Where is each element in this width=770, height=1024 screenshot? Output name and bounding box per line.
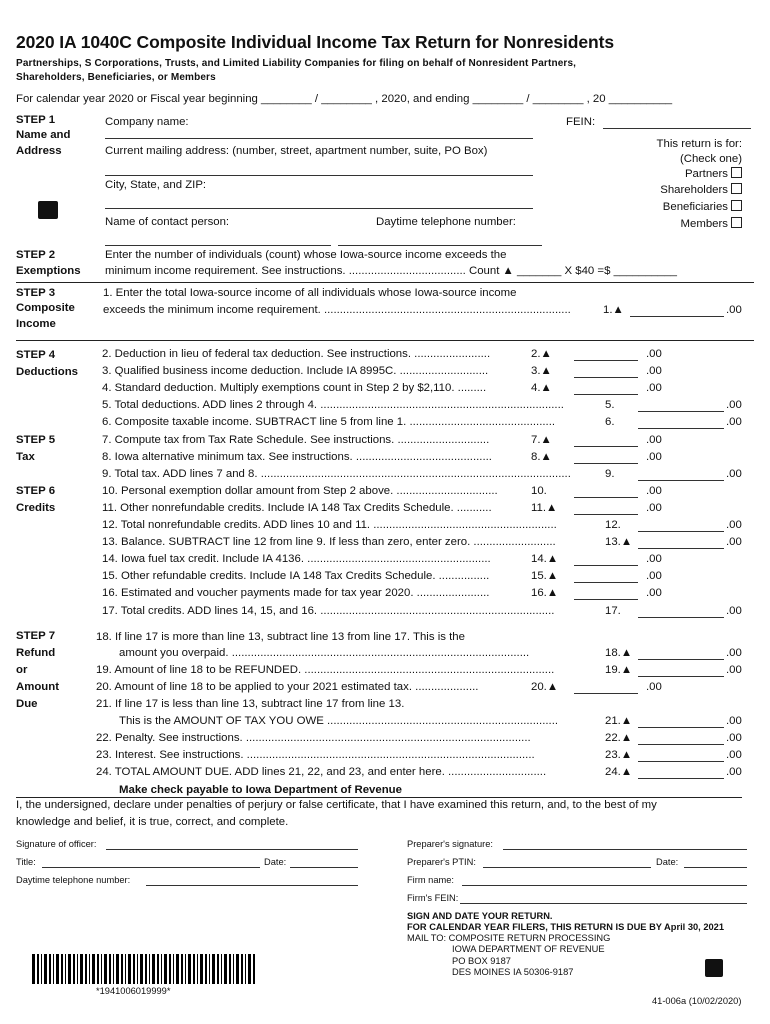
barcode-bar [233, 954, 234, 984]
cents: .00 [726, 664, 742, 676]
shareholders-checkbox[interactable] [731, 183, 742, 194]
barcode-bar [161, 954, 162, 984]
cents: .00 [726, 467, 742, 480]
cents: .00 [646, 365, 662, 378]
line-number: 21.▲ [605, 715, 633, 727]
mail-address-1: IOWA DEPARTMENT OF REVENUE [452, 944, 605, 954]
barcode-bar [164, 954, 167, 984]
cents: .00 [726, 715, 742, 727]
barcode-bar [133, 954, 135, 984]
line-number: 17. [605, 604, 621, 617]
barcode-bar [176, 954, 179, 984]
line-text: 7. Compute tax from Tax Rate Schedule. See instructions. ............................. [102, 433, 490, 446]
line-text: 22. Penalty. See instructions. .......................................................................................... [96, 732, 531, 744]
line18-text-a: 18. If line 17 is more than line 13, subtract line 13 from line 17. This is the [96, 631, 465, 643]
line-text: 16. Estimated and voucher payments made for tax year 2020. ....................... [102, 587, 490, 600]
amount-input[interactable] [638, 411, 724, 412]
registration-mark [38, 201, 58, 219]
barcode-bar [104, 954, 107, 984]
divider [16, 340, 754, 341]
step5-label: STEP 5 [16, 434, 56, 446]
barcode-bar [121, 954, 123, 984]
barcode-bar [49, 954, 51, 984]
step2-label: STEP 2 [16, 249, 56, 261]
firm-name-input[interactable] [462, 885, 747, 886]
barcode [32, 954, 258, 984]
fein-input[interactable] [603, 128, 751, 129]
firm-fein-input[interactable] [460, 903, 747, 904]
line1-number: 1.▲ [603, 304, 624, 316]
amount-input[interactable] [638, 761, 724, 762]
daytime-phone-label: Daytime telephone number: [376, 216, 516, 228]
amount-input[interactable] [638, 531, 724, 532]
amount-input[interactable] [638, 659, 724, 660]
barcode-bar [224, 954, 227, 984]
officer-date-input[interactable] [290, 867, 358, 868]
barcode-bar [229, 954, 231, 984]
option-partners[interactable]: Partners [685, 167, 742, 181]
declaration-line-2: knowledge and belief, it is true, correct, and complete. [16, 816, 289, 828]
mail-to-line: MAIL TO: COMPOSITE RETURN PROCESSING [407, 933, 611, 943]
option-shareholders[interactable]: Shareholders [660, 183, 742, 197]
barcode-bar [193, 954, 195, 984]
line-number: 12. [605, 519, 621, 531]
barcode-bar [109, 954, 111, 984]
barcode-bar [116, 954, 119, 984]
preparer-signature-input[interactable] [503, 849, 747, 850]
officer-date-label: Date: [264, 857, 287, 867]
daytime-telephone-input[interactable] [146, 885, 358, 886]
amount-input[interactable] [574, 446, 638, 447]
subtitle-line-2: Shareholders, Beneficiaries, or Members [16, 72, 216, 83]
barcode-bar [137, 954, 138, 984]
line-text: 12. Total nonrefundable credits. ADD lines 10 and 11. .......................................................... [102, 519, 557, 531]
line-number: 5. [605, 399, 615, 412]
line-text: 24. TOTAL AMOUNT DUE. ADD lines 21, 22, and 23, and enter here. ............................... [96, 766, 547, 778]
barcode-bar [61, 954, 63, 984]
cents: .00 [646, 382, 662, 395]
barcode-bar [185, 954, 186, 984]
barcode-bar [197, 954, 198, 984]
amount-input[interactable] [574, 514, 638, 515]
line1-input[interactable] [630, 316, 724, 317]
barcode-bar [65, 954, 66, 984]
line-text: 14. Iowa fuel tax credit. Include IA 4136. .......................................................... [102, 553, 491, 566]
barcode-bar [200, 954, 203, 984]
registration-mark [705, 959, 723, 977]
divider [16, 282, 754, 283]
line21-text-a: 21. If line 17 is less than line 13, subtract line 17 from line 13. [96, 698, 405, 710]
step3-label: STEP 3 [16, 287, 56, 299]
line-number: 6. [605, 416, 615, 429]
barcode-bar [113, 954, 114, 984]
barcode-bar [101, 954, 102, 984]
cents: .00 [726, 732, 742, 744]
amount-input[interactable] [574, 599, 638, 600]
amount-input[interactable] [574, 360, 638, 361]
step4-label: STEP 4 [16, 349, 56, 361]
barcode-bar [68, 954, 71, 984]
barcode-bar [140, 954, 143, 984]
declaration-line-1: I, the undersigned, declare under penalties of perjury or false certificate, that I have examined this return, and, to the best of my [16, 799, 657, 811]
cents: .00 [726, 647, 742, 659]
cents: .00 [726, 416, 742, 429]
preparer-date-input[interactable] [684, 867, 747, 868]
amount-input[interactable] [574, 394, 638, 395]
fein-label: FEIN: [566, 116, 596, 128]
line-text: 8. Iowa alternative minimum tax. See instructions. ........................................... [102, 450, 492, 463]
officer-signature-label: Signature of officer: [16, 839, 97, 849]
cents: .00 [726, 519, 742, 531]
title-label: Title: [16, 857, 36, 867]
amount-input[interactable] [638, 617, 724, 618]
form-id: 41-006a (10/02/2020) [652, 996, 742, 1006]
tax-period-line[interactable]: For calendar year 2020 or Fiscal year beginning ________ / ________ , 2020, and ending ________ / ________ , 20 __________ [16, 93, 673, 105]
line-number: 16.▲ [531, 587, 559, 600]
page-title: 2020 IA 1040C Composite Individual Income Tax Return for Nonresidents [16, 32, 614, 52]
line-number: 7.▲ [531, 433, 552, 446]
line-number: 10. [531, 484, 547, 497]
step2-text-1: Enter the number of individuals (count) whose Iowa-source income exceeds the [105, 249, 507, 261]
cents: .00 [726, 399, 742, 412]
amount-input[interactable] [638, 676, 724, 677]
line-text: 17. Total credits. ADD lines 14, 15, and 16. .......................................................................... [102, 604, 555, 617]
amount-input[interactable] [638, 778, 724, 779]
line-text: 9. Total tax. ADD lines 7 and 8. .................................................................................................. [102, 467, 571, 480]
mailing-address-label: Current mailing address: (number, street, apartment number, suite, PO Box) [105, 145, 488, 157]
barcode-bar [157, 954, 159, 984]
barcode-bar [80, 954, 83, 984]
cents: .00 [646, 348, 662, 360]
amount-input[interactable] [574, 377, 638, 378]
return-for-label: This return is for: [656, 138, 742, 150]
line-text: 2. Deduction in lieu of federal tax deduction. See instructions. ........................ [102, 348, 491, 360]
amount-input[interactable] [638, 548, 724, 549]
preparer-signature-label: Preparer's signature: [407, 839, 494, 849]
mail-address-3: DES MOINES IA 50306-9187 [452, 967, 574, 977]
members-checkbox[interactable] [731, 217, 742, 228]
line-number: 9. [605, 467, 615, 480]
barcode-bar [85, 954, 87, 984]
barcode-bar [181, 954, 183, 984]
step2-label-2: Exemptions [16, 265, 81, 277]
step7-label-4: Amount [16, 681, 60, 693]
contact-person-input[interactable] [105, 245, 331, 246]
barcode-bar [41, 954, 42, 984]
barcode-bar [89, 954, 90, 984]
amount-input[interactable] [574, 565, 638, 566]
barcode-bar [53, 954, 54, 984]
amount-input[interactable] [574, 582, 638, 583]
cents: .00 [726, 536, 742, 549]
subtitle-line-1: Partnerships, S Corporations, Trusts, and Limited Liability Companies for filing on behalf of Nonresident Partners, [16, 58, 577, 69]
cents: .00 [726, 304, 742, 316]
sign-and-date-note: SIGN AND DATE YOUR RETURN. [407, 911, 553, 921]
line1-text-b: exceeds the minimum income requirement. .............................................................................. [103, 304, 571, 316]
barcode-bar [241, 954, 243, 984]
barcode-bar [152, 954, 155, 984]
line-text: 5. Total deductions. ADD lines 2 through 4. ............................................................................. [102, 399, 564, 412]
barcode-text: *1941006019999* [96, 986, 171, 996]
line-number: 2.▲ [531, 348, 552, 360]
barcode-bar [221, 954, 222, 984]
step6-label-2: Credits [16, 502, 56, 514]
line-number: 14.▲ [531, 553, 559, 566]
contact-person-label: Name of contact person: [105, 216, 230, 228]
step7-label: STEP 7 [16, 630, 56, 642]
line-number: 19.▲ [605, 664, 633, 676]
line1-text-a: 1. Enter the total Iowa-source income of all individuals whose Iowa-source income [103, 287, 517, 299]
line-text: This is the AMOUNT OF TAX YOU OWE ......................................................................... [119, 715, 559, 727]
cents: .00 [646, 681, 662, 693]
line-number: 8.▲ [531, 450, 552, 463]
cents: .00 [646, 570, 662, 583]
daytime-telephone-label: Daytime telephone number: [16, 875, 131, 885]
company-name-input[interactable] [105, 138, 533, 139]
line-number: 13.▲ [605, 536, 633, 549]
cents: .00 [646, 450, 662, 463]
line-number: 24.▲ [605, 766, 633, 778]
line-number: 20.▲ [531, 681, 559, 693]
step5-label-2: Tax [16, 451, 35, 463]
line-text: 3. Qualified business income deduction. Include IA 8995C. ............................ [102, 365, 489, 378]
line-text: 23. Interest. See instructions. ........................................................................................... [96, 749, 535, 761]
barcode-bar [245, 954, 246, 984]
line-text: 13. Balance. SUBTRACT line 12 from line 9. If less than zero, enter zero. .......................... [102, 536, 556, 549]
barcode-bar [32, 954, 35, 984]
barcode-bar [217, 954, 219, 984]
line-number: 23.▲ [605, 749, 633, 761]
step1-label-3: Address [16, 145, 62, 157]
cents: .00 [646, 587, 662, 600]
city-state-zip-label: City, State, and ZIP: [105, 179, 207, 191]
step7-label-5: Due [16, 698, 38, 710]
line-number: 15.▲ [531, 570, 559, 583]
barcode-bar [253, 954, 255, 984]
firm-fein-label: Firm's FEIN: [407, 893, 459, 903]
amount-input[interactable] [574, 497, 638, 498]
barcode-bar [97, 954, 99, 984]
barcode-bar [212, 954, 215, 984]
line-text: 4. Standard deduction. Multiply exemptions count in Step 2 by $2,110. ......... [102, 382, 487, 395]
step6-label: STEP 6 [16, 485, 56, 497]
amount-input[interactable] [638, 428, 724, 429]
step3-label-2: Composite [16, 302, 75, 314]
option-members[interactable]: Members [681, 217, 742, 231]
step1-label-2: Name and [16, 129, 71, 141]
barcode-bar [248, 954, 251, 984]
partners-checkbox[interactable] [731, 167, 742, 178]
cents: .00 [646, 501, 662, 514]
amount-input[interactable] [574, 463, 638, 464]
cents: .00 [726, 749, 742, 761]
barcode-bar [149, 954, 150, 984]
line-number: 22.▲ [605, 732, 633, 744]
check-one-label: (Check one) [679, 153, 742, 165]
cents: .00 [726, 604, 742, 617]
barcode-bar [205, 954, 207, 984]
firm-name-label: Firm name: [407, 875, 455, 885]
barcode-bar [173, 954, 174, 984]
line-text: 11. Other nonrefundable credits. Include IA 148 Tax Credits Schedule. ........... [102, 501, 492, 514]
line-text: 19. Amount of line 18 to be REFUNDED. ............................................................................... [96, 664, 555, 676]
barcode-bar [169, 954, 171, 984]
barcode-bar [188, 954, 191, 984]
step7-label-3: or [16, 664, 28, 676]
check-payable-note: Make check payable to Iowa Department of Revenue [119, 784, 402, 796]
due-date-note: FOR CALENDAR YEAR FILERS, THIS RETURN IS DUE BY April 30, 2021 [407, 922, 725, 932]
step2-count-line[interactable]: minimum income requirement. See instructions. ..................................... Count ▲ _______ X $40 =$ __________ [105, 265, 677, 277]
barcode-bar [128, 954, 131, 984]
amount-input[interactable] [574, 693, 638, 694]
line-number: 3.▲ [531, 365, 552, 378]
line-number: 11.▲ [531, 501, 558, 514]
cents: .00 [646, 553, 662, 566]
amount-input[interactable] [638, 480, 724, 481]
title-input[interactable] [42, 867, 260, 868]
barcode-bar [73, 954, 75, 984]
amount-input[interactable] [638, 744, 724, 745]
barcode-bar [125, 954, 126, 984]
barcode-bar [92, 954, 95, 984]
cents: .00 [646, 484, 662, 497]
barcode-bar [44, 954, 47, 984]
barcode-bar [37, 954, 39, 984]
beneficiaries-checkbox[interactable] [731, 200, 742, 211]
barcode-bar [145, 954, 147, 984]
line-text: 6. Composite taxable income. SUBTRACT line 5 from line 1. .............................................. [102, 416, 556, 429]
step1-label: STEP 1 [16, 114, 56, 126]
mail-address-2: PO BOX 9187 [452, 956, 511, 966]
amount-input[interactable] [638, 727, 724, 728]
preparer-ptin-label: Preparer's PTIN: [407, 857, 476, 867]
line-text: amount you overpaid. .............................................................................................. [119, 647, 530, 659]
officer-signature-input[interactable] [106, 849, 358, 850]
mailing-address-input[interactable] [105, 175, 533, 176]
step7-label-2: Refund [16, 647, 56, 659]
preparer-date-label: Date: [656, 857, 679, 867]
city-state-zip-input[interactable] [105, 208, 533, 209]
company-name-label: Company name: [105, 116, 189, 128]
barcode-bar [236, 954, 239, 984]
line-number: 18.▲ [605, 647, 633, 659]
preparer-ptin-input[interactable] [483, 867, 651, 868]
cents: .00 [646, 433, 662, 446]
daytime-phone-input[interactable] [338, 245, 542, 246]
option-beneficiaries[interactable]: Beneficiaries [663, 200, 742, 214]
barcode-bar [56, 954, 59, 984]
line-text: 15. Other refundable credits. Include IA 148 Tax Credits Schedule. ................ [102, 570, 490, 583]
line-text: 10. Personal exemption dollar amount from Step 2 above. ................................ [102, 484, 498, 497]
step4-label-2: Deductions [16, 366, 79, 378]
line-text: 20. Amount of line 18 to be applied to your 2021 estimated tax. .................... [96, 681, 479, 693]
step3-label-3: Income [16, 318, 56, 330]
cents: .00 [726, 766, 742, 778]
barcode-bar [77, 954, 78, 984]
barcode-bar [209, 954, 210, 984]
line-number: 4.▲ [531, 382, 552, 395]
